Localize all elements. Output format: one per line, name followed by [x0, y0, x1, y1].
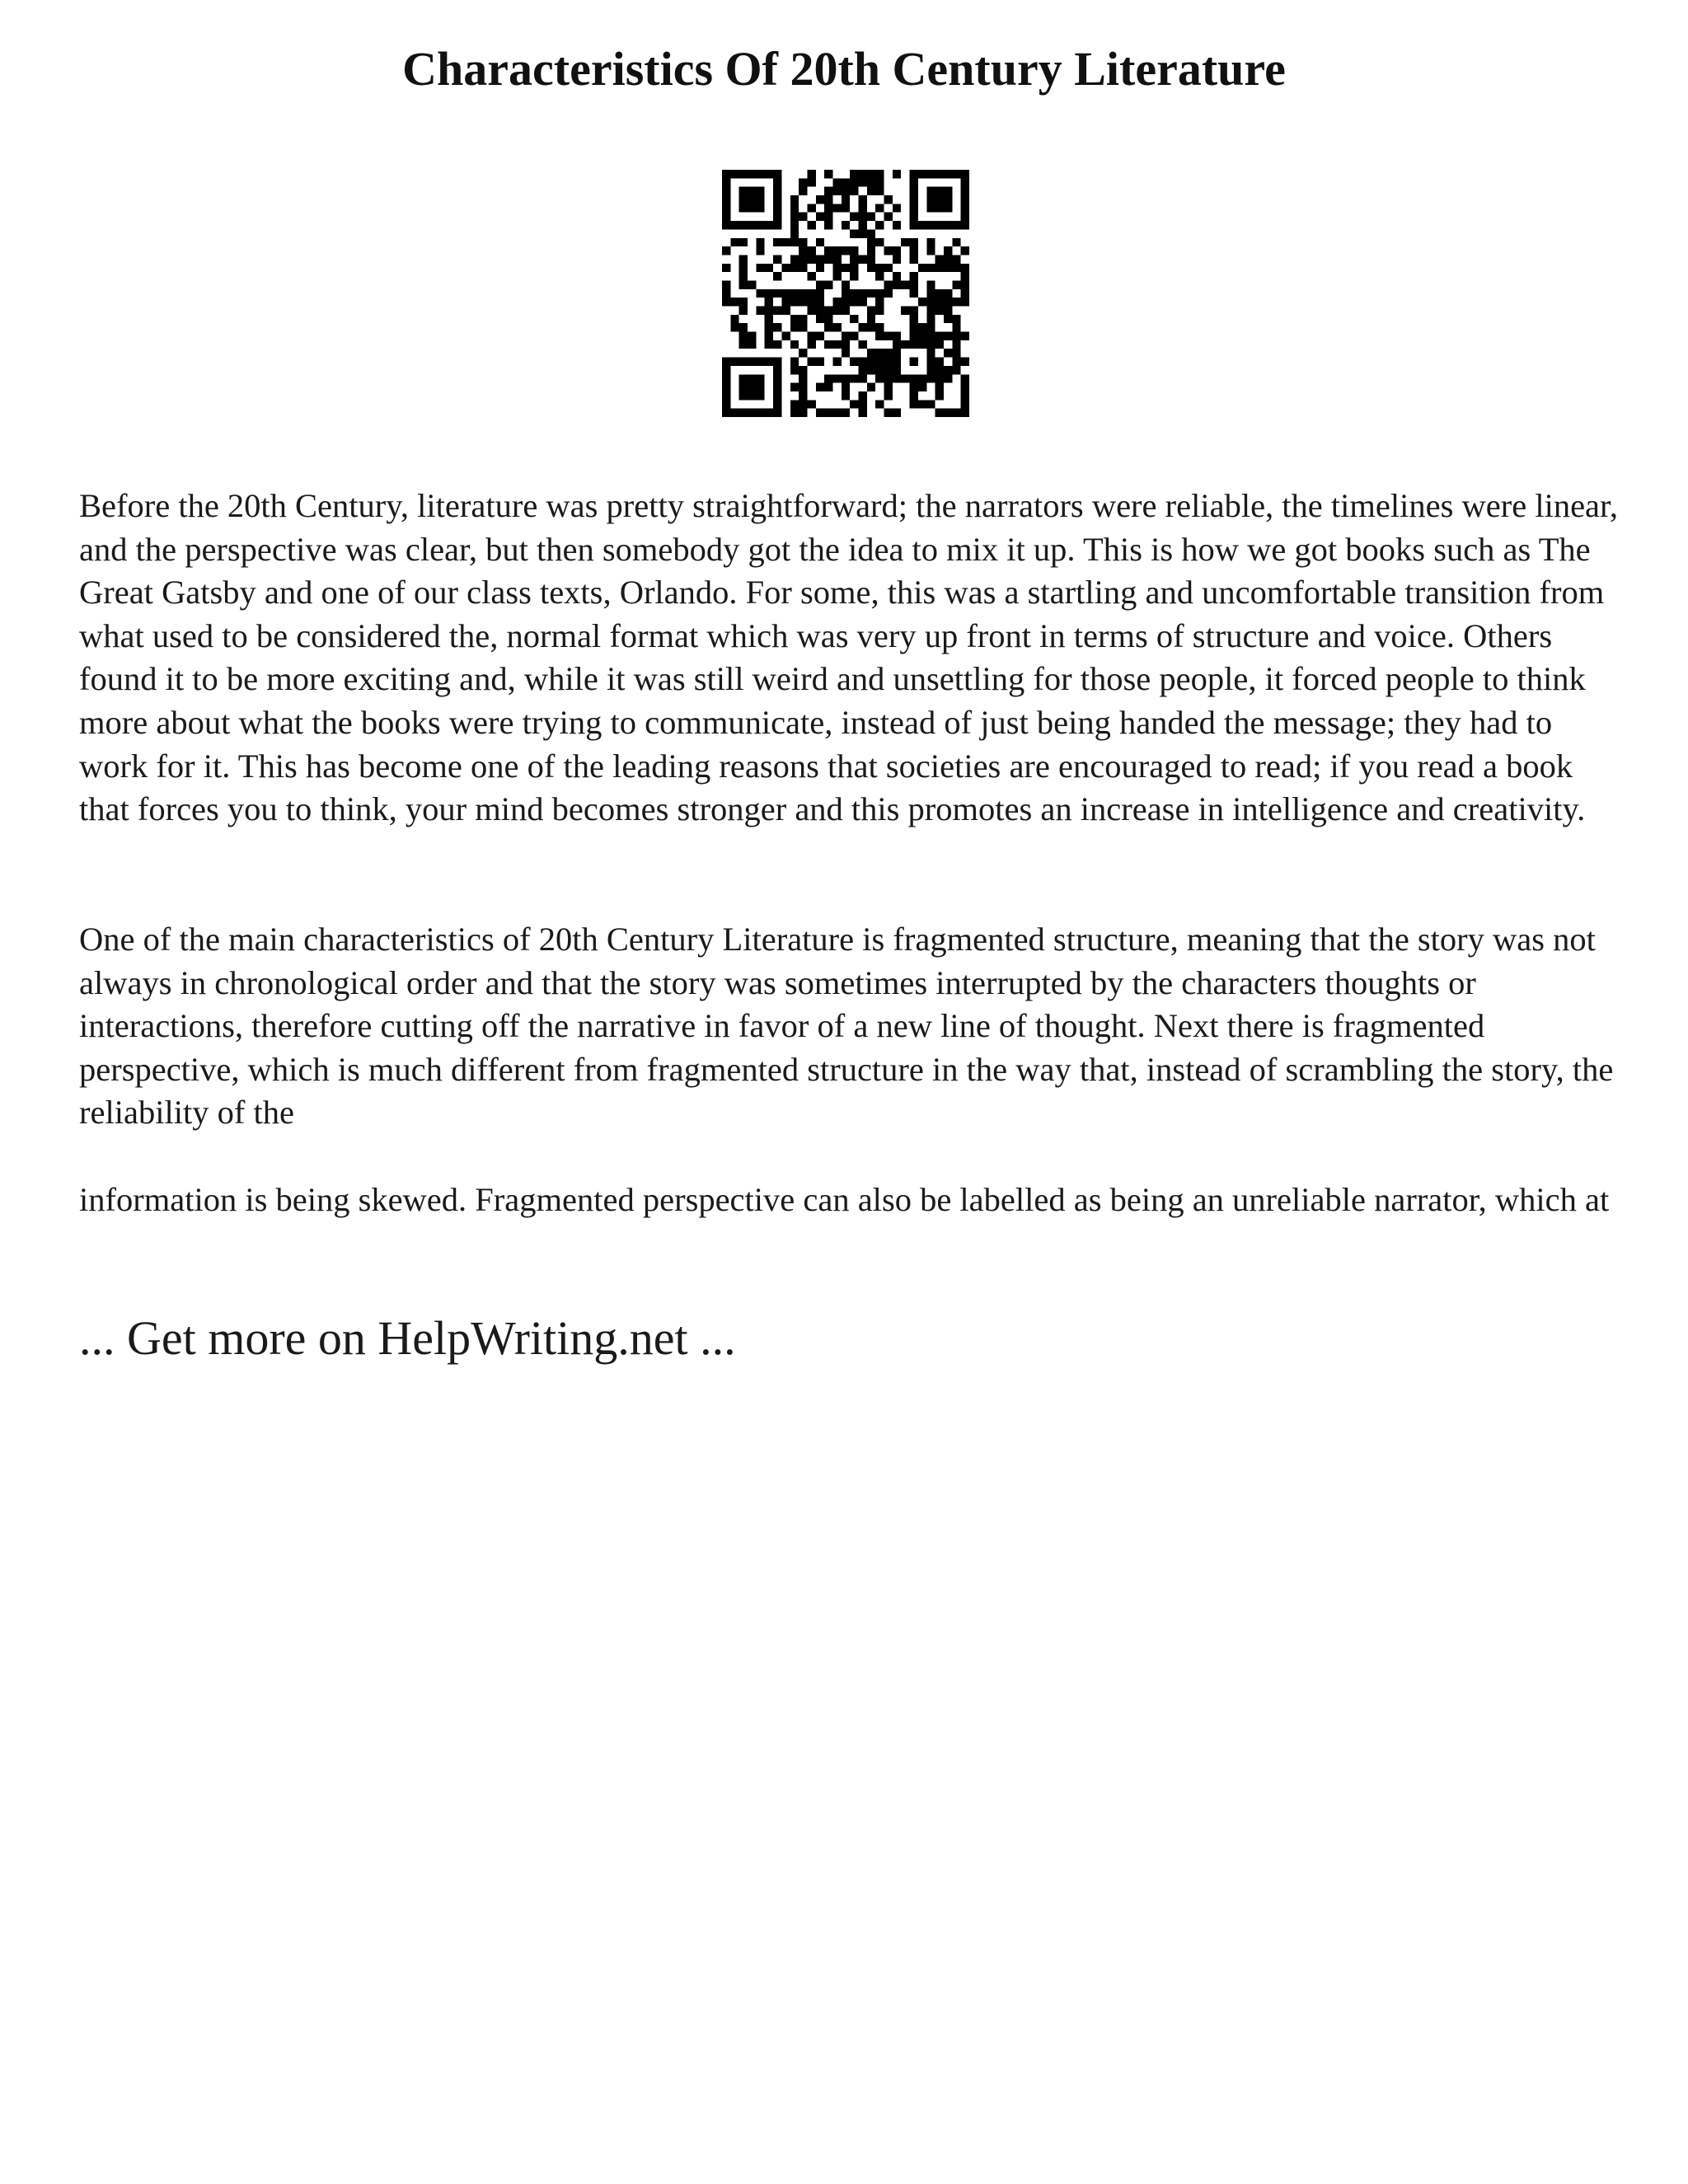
body-paragraph-3: information is being skewed. Fragmented perspective can also be labelled as being an unreliable narrator, which at [79, 1181, 1610, 1218]
page-title: Characteristics Of 20th Century Literature [402, 42, 1286, 96]
get-more-link[interactable]: ... Get more on HelpWriting.net ... [79, 1311, 736, 1365]
body-paragraph-2: One of the main characteristics of 20th Century Literature is fragmented structure, meaning that the story was not always in chronological order and that the story was sometimes interrupted by the characters thoughts or interactions, therefore cutting off the narrative in favor of a new line of thought. Next there is fragmented perspective, which is much different from fragmented structure in the way that, instead of scrambling the story, the reliability of the [79, 921, 1614, 1132]
qr-code-graphic [722, 170, 969, 417]
qr-code-icon[interactable] [722, 170, 969, 417]
body-paragraph-1: Before the 20th Century, literature was pretty straightforward; the narrators were reliable, the timelines were linear, and the perspective was clear, but then somebody got the idea to mix it up. This is how we got books such as The Great Gatsby and one of our class texts, Orlando. For some, this was a startling and uncomfortable transition from what used to be considered the, normal format which was very up front in terms of structure and voice. Others found it to be more exciting and, while it was still weird and unsettling for those people, it forced people to think more about what the books were trying to communicate, instead of just being handed the message; they had to work for it. This has become one of the leading reasons that societies are encouraged to read; if you read a book that forces you to think, your mind becomes stronger and this promotes an increase in intelligence and creativity. [79, 487, 1619, 828]
